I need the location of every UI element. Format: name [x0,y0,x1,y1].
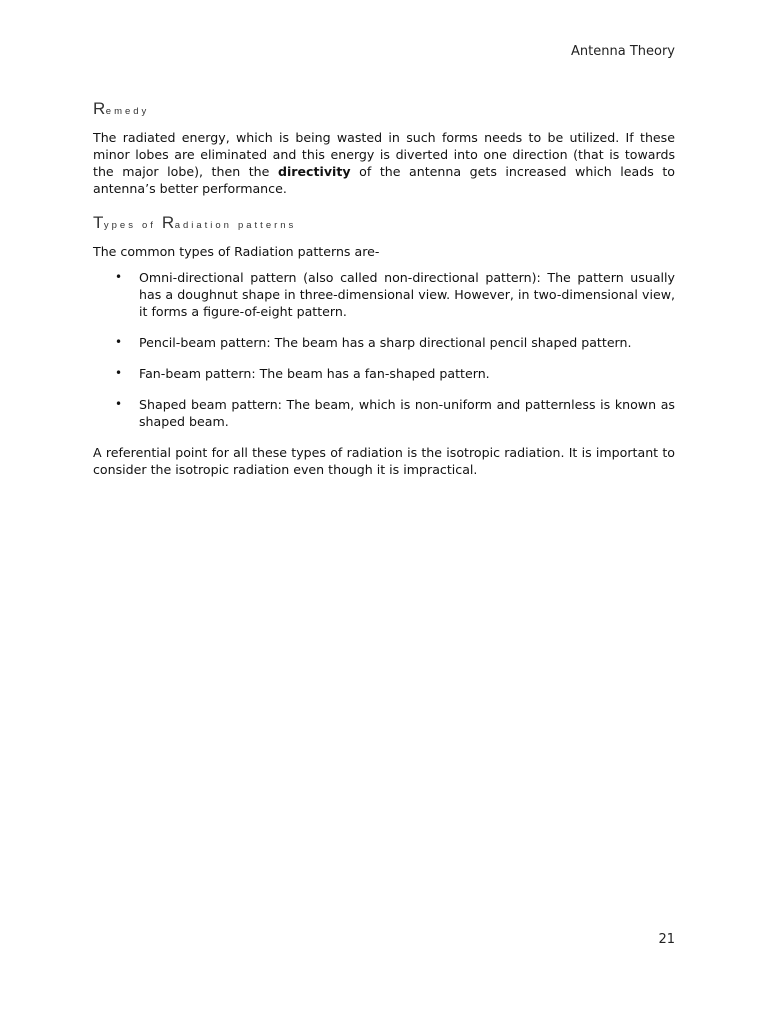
closing-paragraph: A referential point for all these types of radiation is the isotropic radiation. It is important to consider the isotropic radiation even though it is impractical. [93,445,675,477]
list-item [93,365,675,382]
list-item-text: Omni-directional pattern (also called non-directional pattern): The pattern usually has a doughnut shape in three-dimensional view. However, in two-dimensional view, it forms a figure-of-eight pattern. [139,270,675,319]
list-item-text: Pencil-beam pattern: The beam has a sharp directional pencil shaped pattern. [139,335,632,350]
list-item-text: Fan-beam pattern: The beam has a fan-shaped pattern. [139,366,490,381]
types-lead: The common types of Radiation patterns are- [93,244,380,259]
types-heading [93,214,675,235]
types-heading-word4: patterns [237,220,297,231]
bullet-icon: • [115,270,123,284]
running-header: Antenna Theory [571,44,675,59]
list-item-text: Shaped beam pattern: The beam, which is non-uniform and patternless is known as shaped beam. [139,397,675,429]
types-bullet-list [93,269,675,430]
bullet-icon: • [115,397,123,411]
page-content [93,100,675,495]
list-item [93,334,675,351]
remedy-paragraph-part1: The radiated energy, which is being wasted in such forms needs to be utilized. If these minor lobes are eliminated and this energy is diverted into one direction (that is towards the major lobe), then the [93,130,675,179]
types-heading-word2: of [141,220,156,231]
list-item [93,269,675,320]
remedy-heading-cap: R [93,99,106,118]
types-heading-rest3: adiation [174,220,232,231]
bullet-icon: • [115,366,123,380]
list-item [93,396,675,430]
remedy-heading-rest: emedy [105,106,150,117]
types-heading-rest1: ypes [103,220,136,231]
remedy-heading [93,100,675,121]
page-number: 21 [658,932,675,947]
bullet-icon: • [115,335,123,349]
types-heading-cap3: R [161,213,175,232]
remedy-paragraph-bold: directivity [277,164,351,179]
types-heading-cap1: T [93,213,104,232]
remedy-paragraph-part2: of the antenna gets increased which leads to antenna’s better performance. [93,164,675,196]
remedy-paragraph [93,129,675,197]
